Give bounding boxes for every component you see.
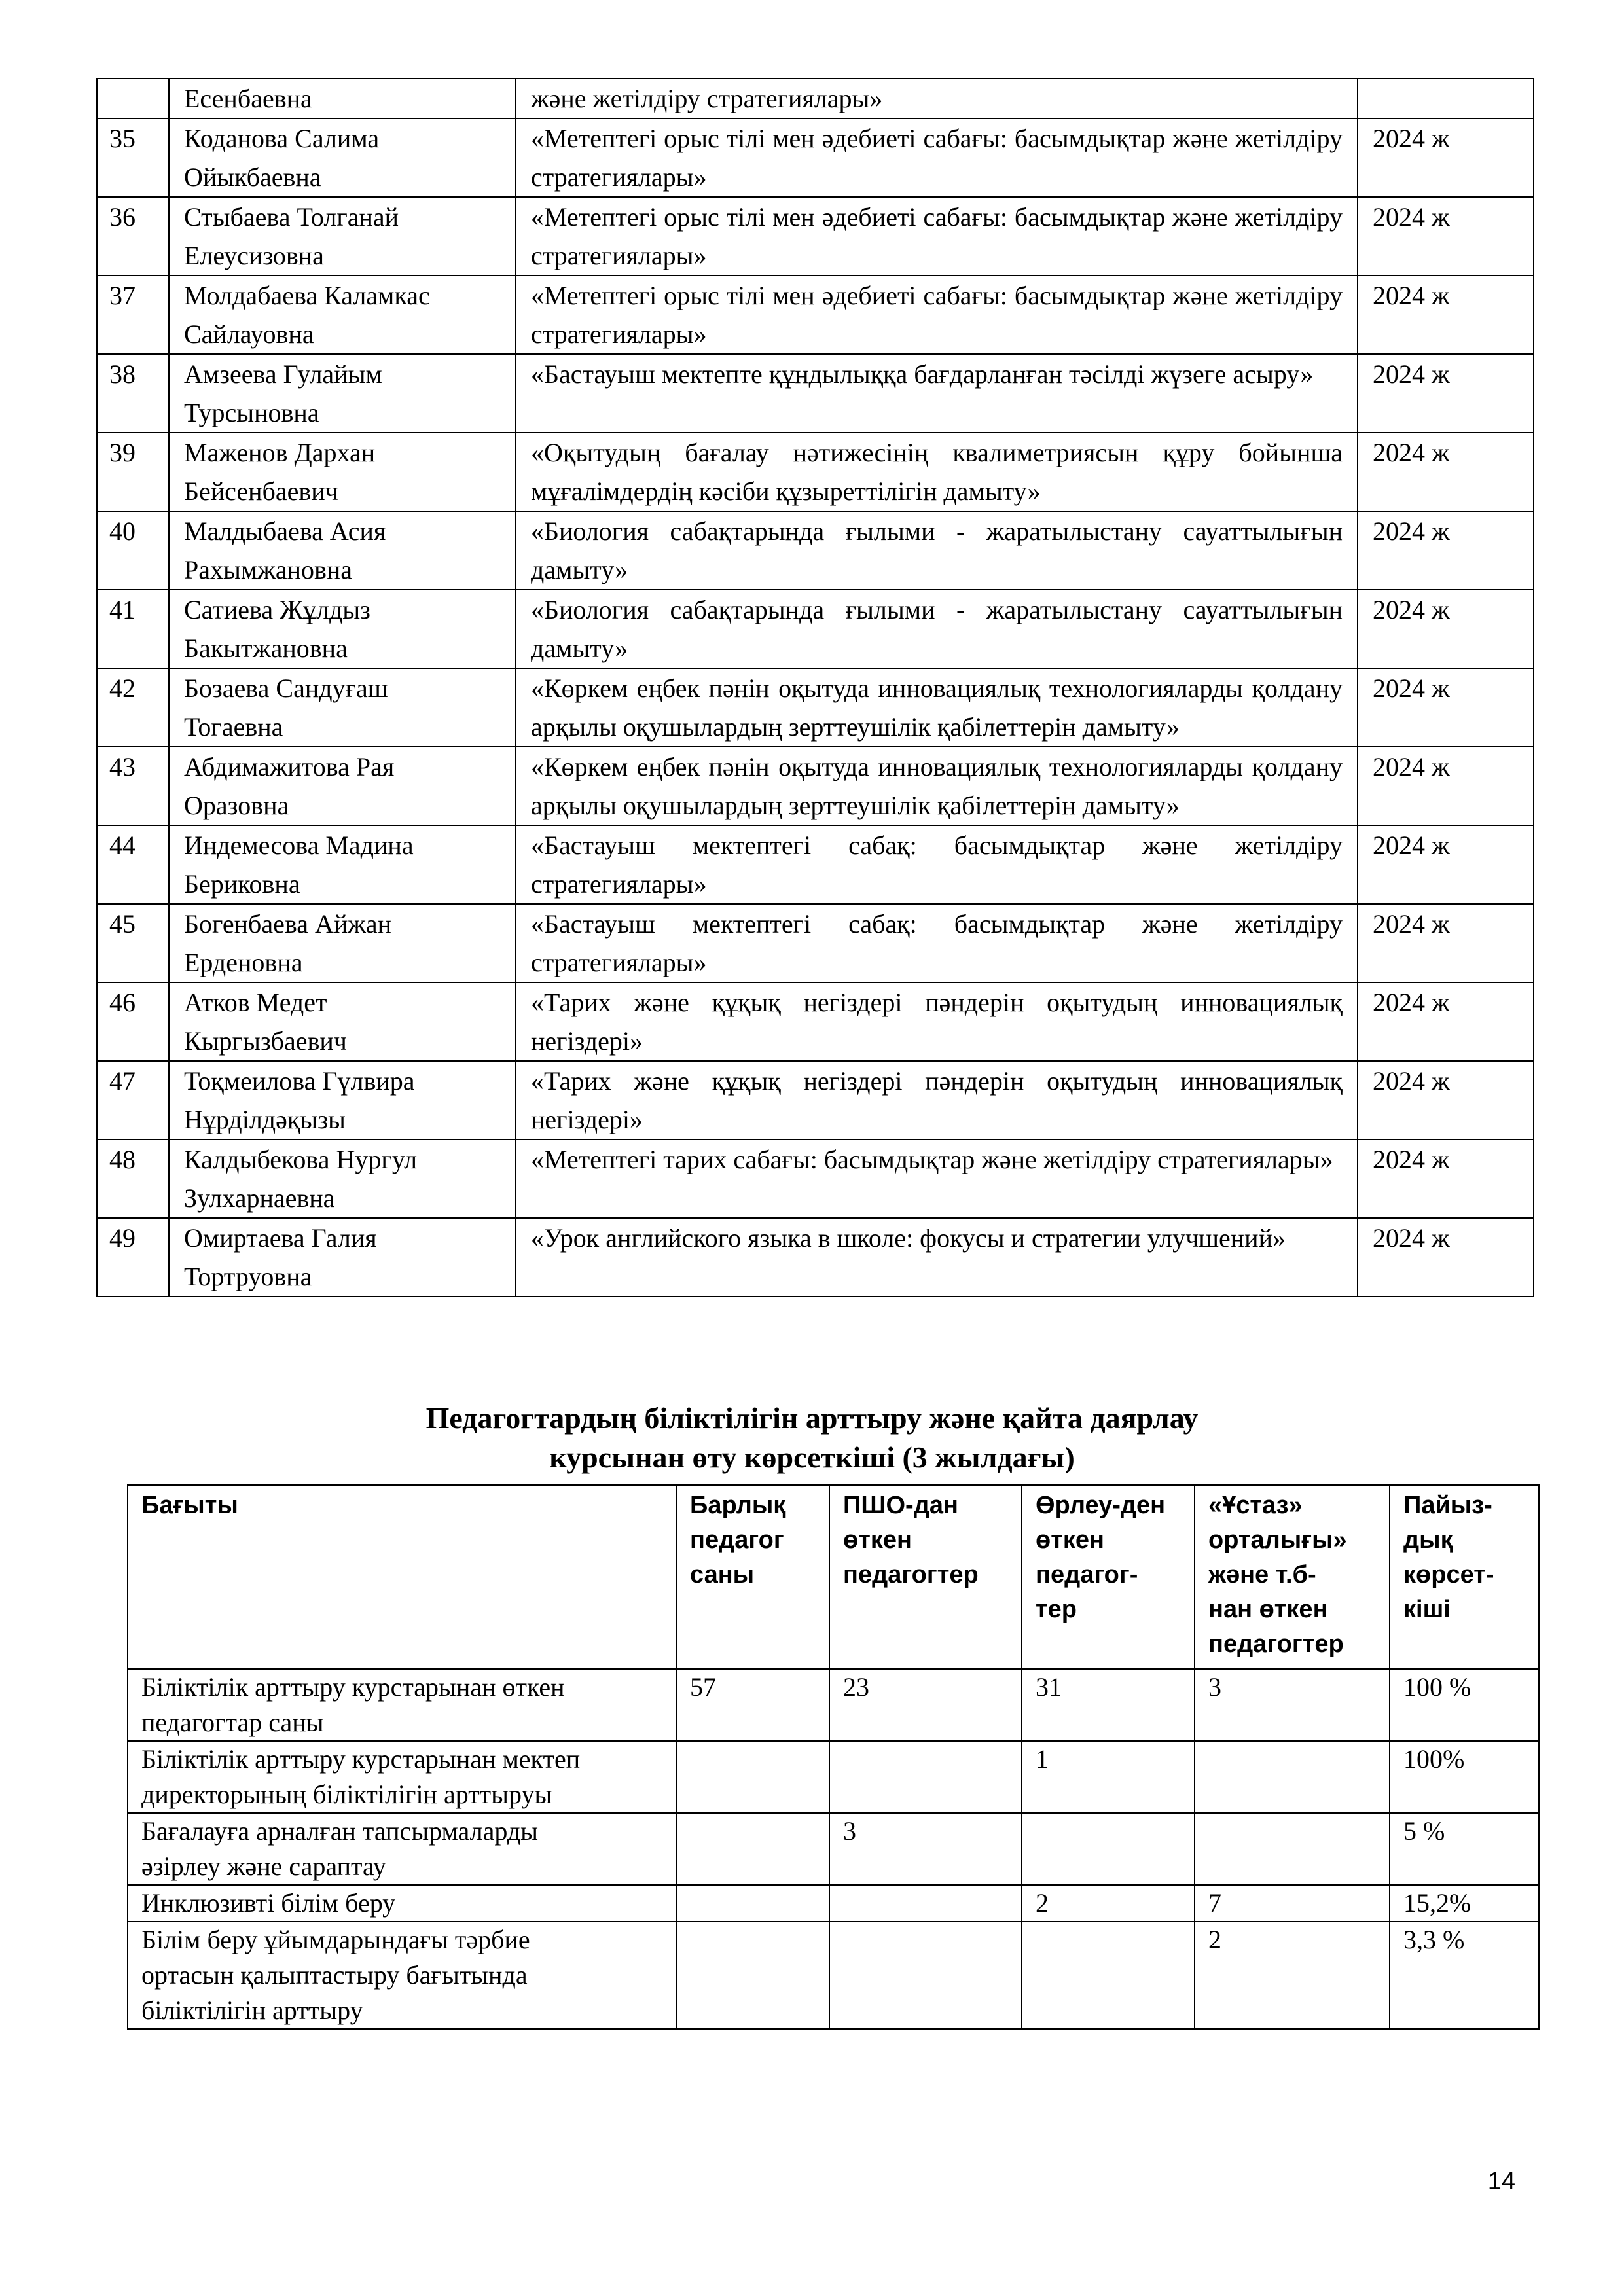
table-row — [97, 354, 1534, 433]
teacher-name-line: Ерденовна — [184, 948, 303, 977]
course-year: 2024 ж — [1358, 511, 1534, 590]
teacher-name-line: Индемесова Мадина — [184, 831, 414, 860]
course-topic: «Оқытудың бағалау нəтижесінің квалиметриясын құру бойынша мұғалімдердің кəсіби құзыреттілігін дамыту» — [516, 433, 1358, 511]
total-cell — [676, 1885, 829, 1922]
table-row — [128, 1741, 1539, 1813]
course-topic: «Көркем еңбек пəнін оқытуда инновациялық технологияларды қолдану арқылы оқушылардың зерттеушілік қабілеттерін дамыту» — [516, 747, 1358, 825]
percent-cell: 5 % — [1390, 1813, 1539, 1885]
table-row — [97, 79, 1534, 118]
direction-cell — [128, 1922, 676, 2029]
percent-cell: 15,2% — [1390, 1885, 1539, 1922]
ustaz-cell — [1195, 1813, 1390, 1885]
teacher-name — [169, 1218, 516, 1297]
course-year: 2024 ж — [1358, 904, 1534, 982]
teacher-name — [169, 1139, 516, 1218]
teacher-name-line: Коданова Салима — [184, 124, 380, 153]
table-row — [128, 1922, 1539, 2029]
total-cell: 57 — [676, 1669, 829, 1741]
direction-cell-line: Бағалауға арналған тапсырмаларды — [141, 1816, 539, 1846]
course-topic: «Биология сабақтарында ғылыми - жаратылыстану сауаттылығын дамыту» — [516, 511, 1358, 590]
total-cell — [676, 1813, 829, 1885]
teacher-name-line: Молдабаева Каламкас — [184, 281, 430, 310]
ustaz-cell: 2 — [1195, 1922, 1390, 2029]
row-number: 46 — [97, 982, 169, 1061]
direction-cell-line: əзірлеу жəне сараптау — [141, 1852, 386, 1881]
teacher-name — [169, 276, 516, 354]
teacher-name-line: Атков Медет — [184, 988, 327, 1017]
ustaz-cell: 7 — [1195, 1885, 1390, 1922]
total-cell — [676, 1922, 829, 2029]
course-year: 2024 ж — [1358, 668, 1534, 747]
teacher-name — [169, 79, 516, 118]
column-header — [1022, 1485, 1195, 1669]
column-header-line: Бағыты — [141, 1492, 238, 1519]
row-number: 38 — [97, 354, 169, 433]
teacher-name — [169, 118, 516, 197]
direction-cell — [128, 1885, 676, 1922]
teacher-name-line: Бозаева Сандуғаш — [184, 673, 388, 703]
table-row — [97, 982, 1534, 1061]
direction-cell-line: Біліктілік арттыру курстарынан өткен — [141, 1672, 565, 1702]
teacher-name — [169, 904, 516, 982]
table-row — [97, 276, 1534, 354]
teacher-name-line: Малдыбаева Асия — [184, 516, 386, 546]
column-header-line: ПШО-дан — [843, 1492, 958, 1519]
teacher-name — [169, 1061, 516, 1139]
column-header-line: педагог — [690, 1526, 784, 1554]
teacher-name-line: Сайлауовна — [184, 319, 314, 349]
column-header-line: өткен — [843, 1526, 912, 1554]
course-year: 2024 ж — [1358, 1218, 1534, 1297]
orleu-cell: 2 — [1022, 1885, 1195, 1922]
teacher-name-line: Амзеева Гулайым — [184, 359, 382, 389]
column-header-line: «Ұстаз» — [1208, 1492, 1303, 1519]
teacher-name-line: Бакытжановна — [184, 634, 348, 663]
psho-cell — [829, 1885, 1022, 1922]
column-header-line: көрсет- — [1403, 1561, 1494, 1588]
qualification-summary-table — [127, 1484, 1540, 2030]
teacher-name — [169, 354, 516, 433]
course-year: 2024 ж — [1358, 118, 1534, 197]
teacher-name-line: Стыбаева Толганай — [184, 202, 399, 232]
course-topic: «Метептегі орыс тілі мен əдебиеті сабағы: басымдықтар жəне жетілдіру стратегиялары» — [516, 118, 1358, 197]
row-number: 43 — [97, 747, 169, 825]
table-row — [97, 1139, 1534, 1218]
teacher-name-line: Турсыновна — [184, 398, 319, 427]
teacher-name — [169, 197, 516, 276]
column-header-line: жəне т.б- — [1208, 1561, 1316, 1588]
teacher-name — [169, 433, 516, 511]
teacher-name-line: Тогаевна — [184, 712, 283, 742]
row-number: 44 — [97, 825, 169, 904]
row-number: 47 — [97, 1061, 169, 1139]
course-topic: «Метептегі орыс тілі мен əдебиеті сабағы: басымдықтар жəне жетілдіру стратегиялары» — [516, 276, 1358, 354]
column-header — [829, 1485, 1022, 1669]
table-row — [97, 433, 1534, 511]
teacher-name-line: Тортруовна — [184, 1262, 312, 1291]
psho-cell — [829, 1741, 1022, 1813]
direction-cell-line: Білім беру ұйымдарындағы тəрбие — [141, 1925, 530, 1954]
orleu-cell — [1022, 1813, 1195, 1885]
section-heading — [0, 1399, 1624, 1477]
table-row — [97, 1061, 1534, 1139]
page-number: 14 — [1487, 2168, 1515, 2195]
course-year: 2024 ж — [1358, 1061, 1534, 1139]
ustaz-cell: 3 — [1195, 1669, 1390, 1741]
course-topic: «Метептегі орыс тілі мен əдебиеті сабағы: басымдықтар жəне жетілдіру стратегиялары» — [516, 197, 1358, 276]
teacher-name — [169, 590, 516, 668]
column-header-line: орталығы» — [1208, 1526, 1347, 1554]
column-header-line: педагогтер — [1208, 1630, 1344, 1658]
course-year — [1358, 79, 1534, 118]
table-row — [97, 668, 1534, 747]
orleu-cell: 31 — [1022, 1669, 1195, 1741]
table-header-row — [128, 1485, 1539, 1669]
row-number: 41 — [97, 590, 169, 668]
course-topic: «Бастауыш мектептегі сабақ: басымдықтар жəне жетілдіру стратегиялары» — [516, 825, 1358, 904]
direction-cell-line: ортасын қалыптастыру бағытында — [141, 1960, 528, 1990]
teacher-name — [169, 511, 516, 590]
teacher-name-line: Калдыбекова Нургул — [184, 1145, 418, 1174]
teacher-name-line: Абдимажитова Рая — [184, 752, 395, 781]
course-year: 2024 ж — [1358, 197, 1534, 276]
course-topic: «Бастауыш мектептегі сабақ: басымдықтар жəне жетілдіру стратегиялары» — [516, 904, 1358, 982]
ustaz-cell — [1195, 1741, 1390, 1813]
teacher-name-line: Бериковна — [184, 869, 300, 899]
column-header-line: өткен — [1036, 1526, 1104, 1554]
direction-cell — [128, 1741, 676, 1813]
column-header-line: нан өткен — [1208, 1596, 1328, 1623]
table-row — [97, 197, 1534, 276]
course-topic: «Биология сабақтарында ғылыми - жаратылыстану сауаттылығын дамыту» — [516, 590, 1358, 668]
course-topic: «Метептегі тарих сабағы: басымдықтар жəне жетілдіру стратегиялары» — [516, 1139, 1358, 1218]
row-number: 45 — [97, 904, 169, 982]
heading-line-1: Педагогтардың біліктілігін арттыру жəне қайта даярлау — [425, 1401, 1199, 1435]
row-number: 42 — [97, 668, 169, 747]
course-topic: «Бастауыш мектепте құндылыққа бағдарланған тəсілді жүзеге асыру» — [516, 354, 1358, 433]
course-topic: «Урок английского языка в школе: фокусы и стратегии улучшений» — [516, 1218, 1358, 1297]
row-number: 37 — [97, 276, 169, 354]
column-header — [1195, 1485, 1390, 1669]
course-topic: «Тарих жəне құқық негіздері пəндерін оқытудың инновациялық негіздері» — [516, 1061, 1358, 1139]
teacher-name-line: Богенбаева Айжан — [184, 909, 392, 939]
percent-cell: 100% — [1390, 1741, 1539, 1813]
course-topic: «Тарих жəне құқық негіздері пəндерін оқытудың инновациялық негіздері» — [516, 982, 1358, 1061]
column-header-line: саны — [690, 1561, 755, 1588]
teacher-name-line: Есенбаевна — [184, 84, 312, 113]
teacher-name-line: Кыргызбаевич — [184, 1026, 347, 1056]
orleu-cell — [1022, 1922, 1195, 2029]
column-header — [1390, 1485, 1539, 1669]
course-year: 2024 ж — [1358, 590, 1534, 668]
teacher-name — [169, 747, 516, 825]
table-row — [97, 747, 1534, 825]
table-row — [128, 1669, 1539, 1741]
teacher-name-line: Омиртаева Галия — [184, 1223, 377, 1253]
table-row — [97, 904, 1534, 982]
table-row — [97, 118, 1534, 197]
psho-cell: 23 — [829, 1669, 1022, 1741]
psho-cell — [829, 1922, 1022, 2029]
teacher-name-line: Рахымжановна — [184, 555, 353, 584]
direction-cell-line: директорының біліктілігін арттыруы — [141, 1780, 552, 1809]
course-year: 2024 ж — [1358, 825, 1534, 904]
direction-cell-line: Біліктілік арттыру курстарынан мектеп — [141, 1744, 581, 1774]
direction-cell — [128, 1669, 676, 1741]
course-year: 2024 ж — [1358, 354, 1534, 433]
orleu-cell: 1 — [1022, 1741, 1195, 1813]
teacher-name-line: Тоқмеилова Гүлвира — [184, 1066, 415, 1096]
course-year: 2024 ж — [1358, 276, 1534, 354]
column-header-line: тер — [1036, 1596, 1077, 1623]
percent-cell: 3,3 % — [1390, 1922, 1539, 2029]
course-year: 2024 ж — [1358, 433, 1534, 511]
row-number: 49 — [97, 1218, 169, 1297]
row-number: 35 — [97, 118, 169, 197]
course-topic: «Көркем еңбек пəнін оқытуда инновациялық технологияларды қолдану арқылы оқушылардың зерттеушілік қабілеттерін дамыту» — [516, 668, 1358, 747]
column-header-line: кіші — [1403, 1596, 1451, 1623]
column-header-line: Пайыз- — [1403, 1492, 1492, 1519]
column-header-line: педагогтер — [843, 1561, 979, 1588]
teacher-name-line: Бейсенбаевич — [184, 476, 338, 506]
column-header-line: педагог- — [1036, 1561, 1138, 1588]
course-year: 2024 ж — [1358, 982, 1534, 1061]
row-number: 48 — [97, 1139, 169, 1218]
percent-cell: 100 % — [1390, 1669, 1539, 1741]
heading-line-2: курсынан өту көрсеткіші (3 жылдағы) — [549, 1441, 1075, 1474]
teacher-name — [169, 825, 516, 904]
row-number: 36 — [97, 197, 169, 276]
teacher-name-line: Маженов Дархан — [184, 438, 376, 467]
total-cell — [676, 1741, 829, 1813]
teacher-name-line: Сатиева Жұлдыз — [184, 595, 370, 624]
teacher-name-line: Елеусизовна — [184, 241, 324, 270]
column-header-line: Өрлеу-ден — [1036, 1492, 1166, 1519]
direction-cell-line: педагогтар саны — [141, 1708, 324, 1737]
direction-cell-line: біліктілігін арттыру — [141, 1996, 363, 2025]
course-topic: жəне жетілдіру стратегиялары» — [516, 79, 1358, 118]
teacher-name-line: Ойыкбаевна — [184, 162, 321, 192]
row-number: 40 — [97, 511, 169, 590]
row-number: 39 — [97, 433, 169, 511]
table-row — [97, 825, 1534, 904]
psho-cell: 3 — [829, 1813, 1022, 1885]
direction-cell — [128, 1813, 676, 1885]
table-row — [128, 1885, 1539, 1922]
table-row — [97, 1218, 1534, 1297]
direction-cell-line: Инклюзивті білім беру — [141, 1888, 396, 1918]
column-header-line: дық — [1403, 1526, 1453, 1554]
column-header — [676, 1485, 829, 1669]
course-year: 2024 ж — [1358, 747, 1534, 825]
column-header — [128, 1485, 676, 1669]
courses-table — [96, 78, 1534, 1297]
teacher-name-line: Зулхарнаевна — [184, 1183, 335, 1213]
teacher-name-line: Оразовна — [184, 791, 289, 820]
teacher-name-line: Нұрділдəқызы — [184, 1105, 346, 1134]
row-number — [97, 79, 169, 118]
course-year: 2024 ж — [1358, 1139, 1534, 1218]
table-row — [97, 511, 1534, 590]
column-header-line: Барлық — [690, 1492, 786, 1519]
table-row — [128, 1813, 1539, 1885]
table-row — [97, 590, 1534, 668]
teacher-name — [169, 668, 516, 747]
teacher-name — [169, 982, 516, 1061]
